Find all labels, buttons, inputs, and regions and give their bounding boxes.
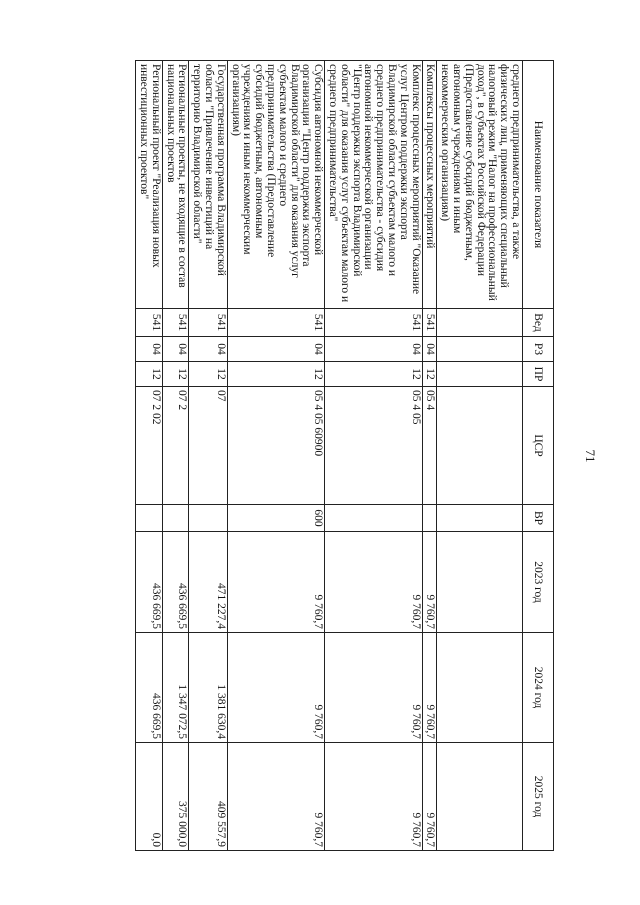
row-2025 bbox=[437, 743, 523, 851]
row-pr: 12 bbox=[162, 362, 189, 387]
row-2024: 436 669,5 bbox=[136, 633, 163, 743]
header-2024: 2024 год bbox=[523, 633, 554, 743]
row-2025: 0,0 bbox=[136, 743, 163, 851]
row-vr bbox=[189, 505, 227, 532]
row-rz: 04 bbox=[422, 337, 437, 362]
row-rz bbox=[437, 337, 523, 362]
row-2023: 471 227,4 bbox=[189, 532, 227, 633]
header-rz: РЗ bbox=[523, 337, 554, 362]
row-pr: 12 bbox=[422, 362, 437, 387]
row-csr: 07 bbox=[189, 387, 227, 505]
table-row bbox=[437, 61, 523, 851]
row-2023: 9 760,7 bbox=[325, 532, 422, 633]
row-rz: 04 bbox=[189, 337, 227, 362]
row-vr bbox=[437, 505, 523, 532]
header-pr: ПР bbox=[523, 362, 554, 387]
row-vr bbox=[136, 505, 163, 532]
budget-table bbox=[135, 60, 554, 851]
row-ved: 541 bbox=[189, 309, 227, 337]
row-2024: 9 760,7 bbox=[325, 633, 422, 743]
table-row bbox=[325, 61, 422, 851]
row-name: среднего предпринимательства, а также физических лиц, применяющих специальный налоговый режим "Налог на профессиональный доход", в субъектах Российской Федерации (Предоставление субсидий бюджетным, автономным учреждениям и иным некоммерческим организациям) bbox=[437, 61, 523, 309]
table-row bbox=[227, 61, 324, 851]
row-2024: 1 381 630,4 bbox=[189, 633, 227, 743]
row-pr bbox=[437, 362, 523, 387]
row-2024 bbox=[437, 633, 523, 743]
row-pr: 12 bbox=[189, 362, 227, 387]
row-rz: 04 bbox=[136, 337, 163, 362]
row-ved: 541 bbox=[162, 309, 189, 337]
row-2024: 9 760,7 bbox=[422, 633, 437, 743]
table-row bbox=[136, 61, 163, 851]
row-ved: 541 bbox=[422, 309, 437, 337]
row-pr: 12 bbox=[325, 362, 422, 387]
row-2023: 9 760,7 bbox=[422, 532, 437, 633]
row-name: Комплекс процессных мероприятий "Оказание услуг Центром поддержки экспорта Владимирской области субъектам малого и среднего предпринимательства - субсидия автономной некоммерческой организации "Центр поддержки экспорта Владимирской области" для оказания услуг субъектам малого и среднего предпринимательства" bbox=[325, 61, 422, 309]
row-name: Государственная программа Владимирской области "Привлечение инвестиций на территорию Владимирской области" bbox=[189, 61, 227, 309]
row-csr: 05 4 05 bbox=[325, 387, 422, 505]
row-name: Региональный проект "Реализация новых инвестиционных проектов" bbox=[136, 61, 163, 309]
row-csr: 07 2 02 bbox=[136, 387, 163, 505]
row-ved: 541 bbox=[227, 309, 324, 337]
table-row bbox=[162, 61, 189, 851]
row-name: Комплексы процессных мероприятий bbox=[422, 61, 437, 309]
row-csr: 07 2 bbox=[162, 387, 189, 505]
row-csr: 05 4 05 60900 bbox=[227, 387, 324, 505]
row-2024: 9 760,7 bbox=[227, 633, 324, 743]
row-2025: 9 760,7 bbox=[325, 743, 422, 851]
row-pr: 12 bbox=[136, 362, 163, 387]
header-2025: 2025 год bbox=[523, 743, 554, 851]
row-ved bbox=[437, 309, 523, 337]
row-csr: 05 4 bbox=[422, 387, 437, 505]
header-csr: ЦСР bbox=[523, 387, 554, 505]
row-2025: 409 557,9 bbox=[189, 743, 227, 851]
row-2023: 436 669,5 bbox=[136, 532, 163, 633]
row-2025: 9 760,7 bbox=[422, 743, 437, 851]
header-vr: ВР bbox=[523, 505, 554, 532]
row-vr: 600 bbox=[227, 505, 324, 532]
table-header-row bbox=[523, 61, 554, 851]
header-ved: Вед bbox=[523, 309, 554, 337]
row-pr: 12 bbox=[227, 362, 324, 387]
row-csr bbox=[437, 387, 523, 505]
row-rz: 04 bbox=[227, 337, 324, 362]
row-ved: 541 bbox=[136, 309, 163, 337]
row-rz: 04 bbox=[162, 337, 189, 362]
header-2023: 2023 год bbox=[523, 532, 554, 633]
row-2023: 436 669,5 bbox=[162, 532, 189, 633]
row-2025: 375 000,0 bbox=[162, 743, 189, 851]
row-2024: 1 347 072,5 bbox=[162, 633, 189, 743]
row-rz: 04 bbox=[325, 337, 422, 362]
row-vr bbox=[422, 505, 437, 532]
row-name: Субсидия автономной некоммерческой организации "Центр поддержки экспорта Владимирской области" для оказания услуг субъектам малого и среднего предпринимательства (Предоставление субсидий бюджетным, автономным учреждениям и иным некоммерческим организациям) bbox=[227, 61, 324, 309]
page-number: 71 bbox=[583, 449, 598, 463]
table-row bbox=[422, 61, 437, 851]
row-ved: 541 bbox=[325, 309, 422, 337]
row-vr bbox=[162, 505, 189, 532]
table-row bbox=[189, 61, 227, 851]
header-name: Наименование показателя bbox=[523, 61, 554, 309]
row-vr bbox=[325, 505, 422, 532]
row-2023: 9 760,7 bbox=[227, 532, 324, 633]
row-2025: 9 760,7 bbox=[227, 743, 324, 851]
row-2023 bbox=[437, 532, 523, 633]
row-name: Региональные проекты, не входящие в состав национальных проектов bbox=[162, 61, 189, 309]
